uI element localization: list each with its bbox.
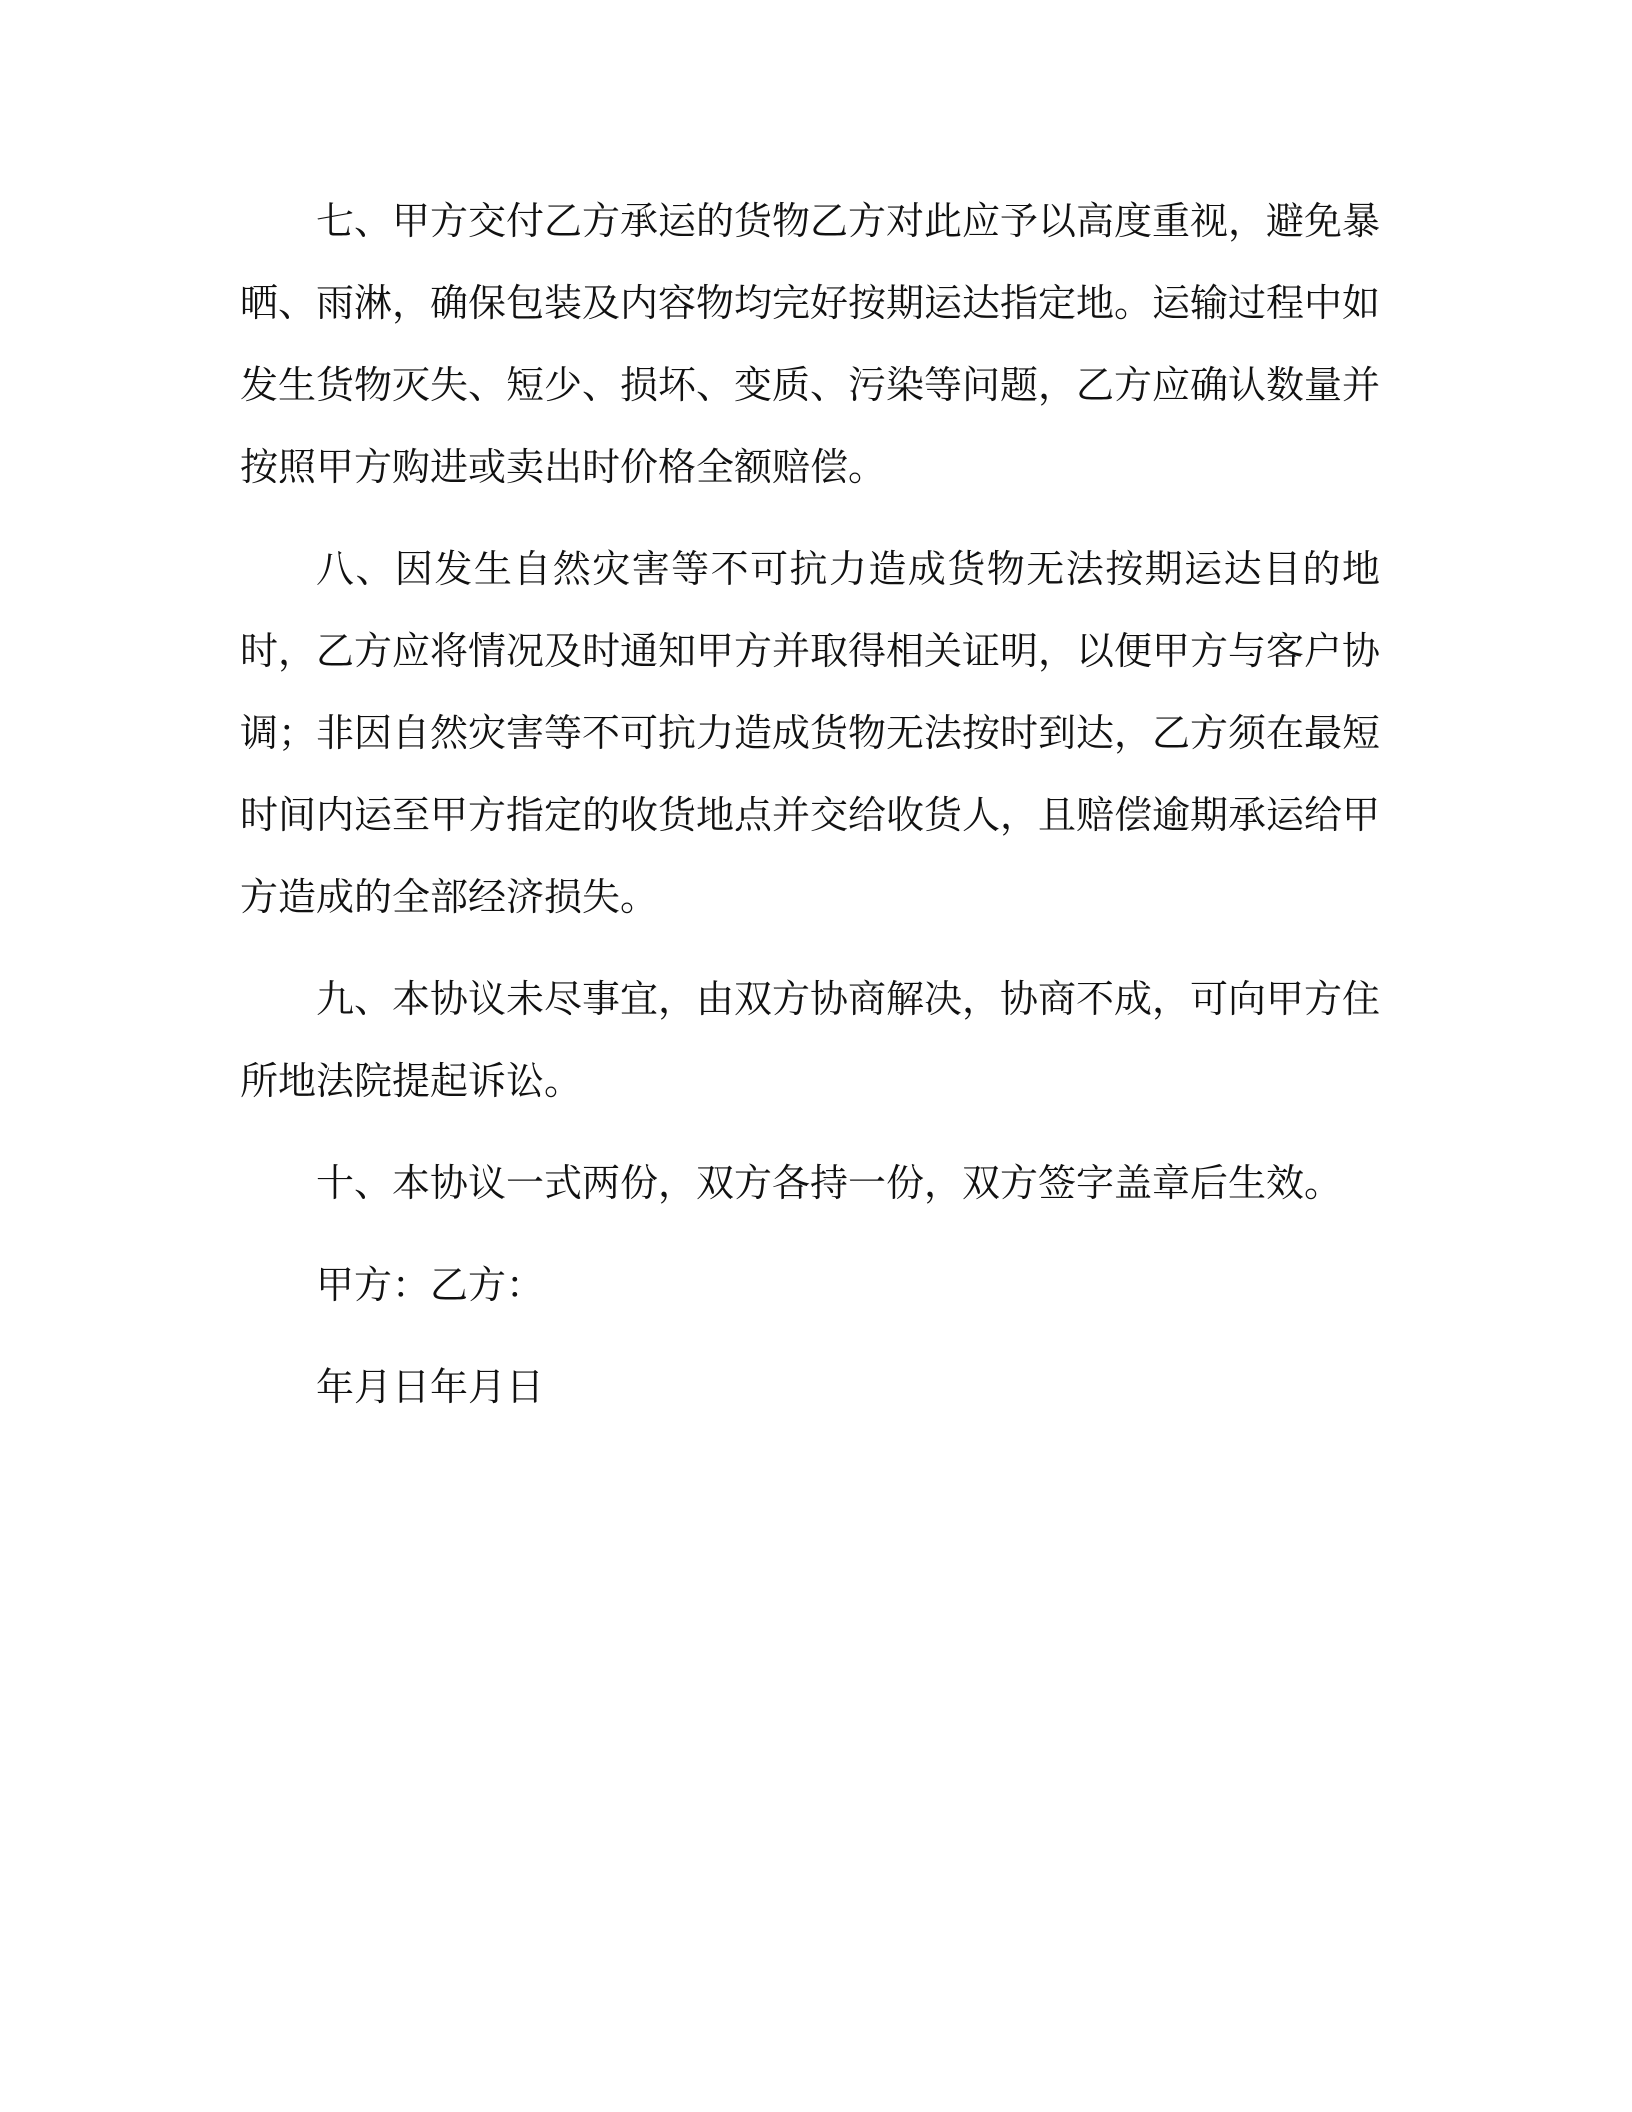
clause-ten: 十、本协议一式两份，双方各持一份，双方签字盖章后生效。 [316,1161,1343,1205]
date-line: 年月日年月日 [316,1365,545,1409]
document-body [240,180,1380,1448]
clause-nine: 九、本协议未尽事宜，由双方协商解决，协商不成，可向甲方住所地法院提起诉讼。 [240,977,1381,1103]
signature-line: 甲方：乙方： [316,1263,545,1307]
clause-eight: 八、因发生自然灾害等不可抗力造成货物无法按期运达目的地时，乙方应将情况及时通知甲方并取得相关证明，以便甲方与客户协调；非因自然灾害等不可抗力造成货物无法按时到达，乙方须在最短时间内运至甲方指定的收货地点并交给收货人，且赔偿逾期承运给甲方造成的全部经济损失。 [240,547,1381,919]
clause-seven: 七、甲方交付乙方承运的货物乙方对此应予以高度重视，避免暴晒、雨淋，确保包装及内容物均完好按期运达指定地。运输过程中如发生货物灭失、短少、损坏、变质、污染等问题，乙方应确认数量并按照甲方购进或卖出时价格全额赔偿。 [240,199,1381,489]
